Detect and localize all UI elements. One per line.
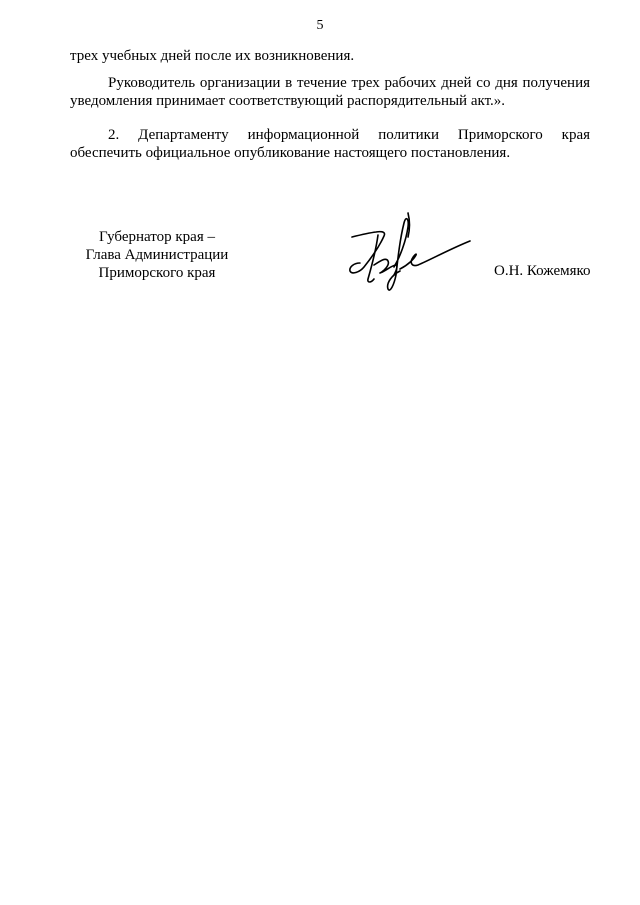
paragraph-publication <box>70 126 590 162</box>
paragraph-line: 2. Департаменту информационной политики Приморского края <box>108 127 590 143</box>
paragraph-line: уведомления принимает соответствующий распорядительный акт.». <box>70 93 506 109</box>
paragraph-continuation: трех учебных дней после их возникновения. <box>70 48 355 64</box>
signatory-title-line: Глава Администрации <box>85 247 229 263</box>
signatory-title <box>72 228 242 282</box>
signatory-title-line: Губернатор края – <box>99 229 215 245</box>
handwritten-signature <box>338 205 478 300</box>
signer-name: О.Н. Кожемяко <box>494 263 591 279</box>
page-number: 5 <box>316 18 324 33</box>
paragraph-act-deadline <box>70 74 590 110</box>
signatory-title-line: Приморского края <box>98 265 216 281</box>
paragraph-line: Руководитель организации в течение трех рабочих дней со дня получения <box>108 75 590 91</box>
paragraph-line: обеспечить официальное опубликование настоящего постановления. <box>70 145 511 161</box>
